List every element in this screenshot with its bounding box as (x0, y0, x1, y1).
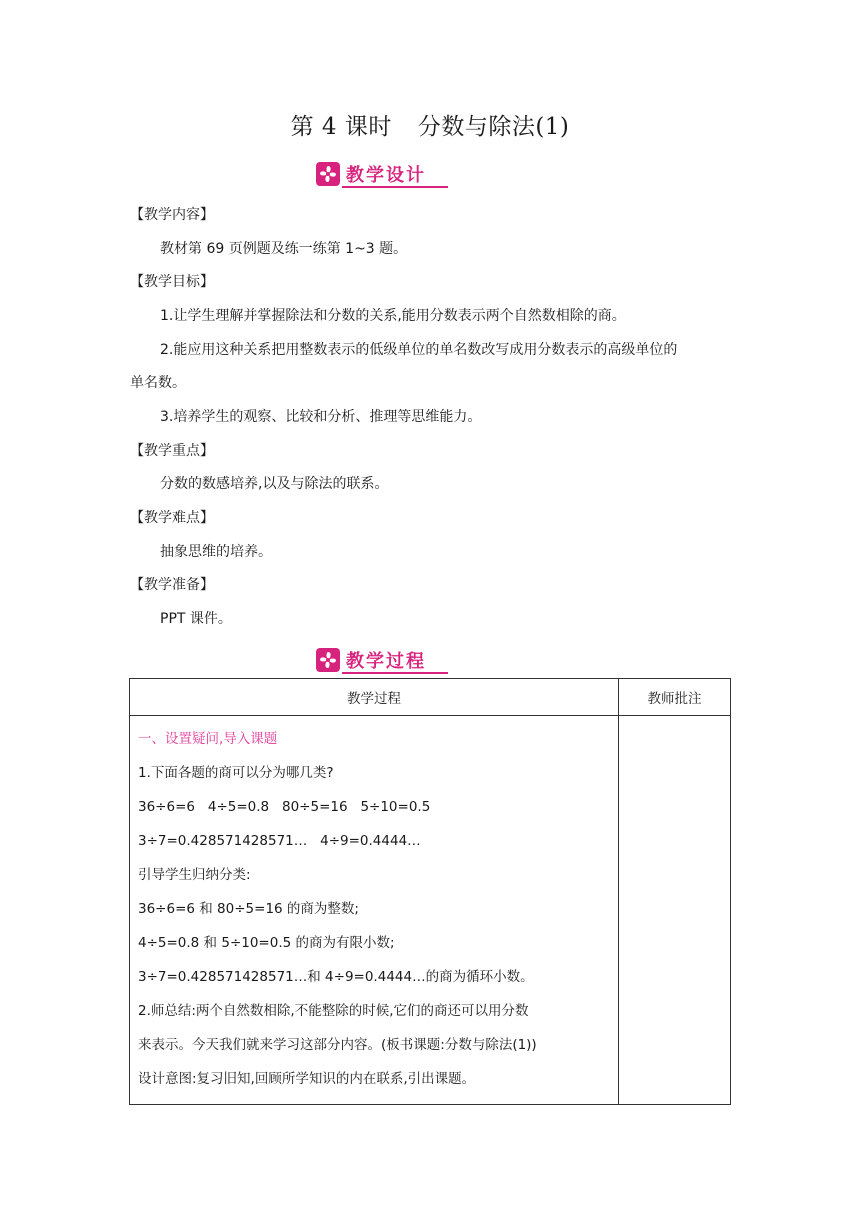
banner-teaching-design (316, 160, 448, 188)
table-row (130, 716, 731, 1105)
heading-content: 【教学内容】 (130, 207, 214, 223)
list-item: 设计意图:复习旧知,回顾所学知识的内在联系,引出课题。 (138, 1071, 476, 1087)
banner-label: 教学过程 (346, 651, 426, 672)
banner-label: 教学设计 (346, 165, 426, 186)
banner-underline (342, 186, 448, 188)
page-title (0, 108, 860, 141)
header-process: 教学过程 (130, 679, 619, 716)
heading-difficulty: 【教学难点】 (130, 510, 214, 526)
banner-underline (342, 672, 448, 674)
goal-2b: 单名数。 (130, 375, 186, 391)
notes-cell (619, 716, 731, 1105)
difficulty-text: 抽象思维的培养。 (160, 544, 272, 560)
banner-teaching-process (316, 646, 448, 674)
list-item: 3÷7=0.428571428571…和 4÷9=0.4444…的商为循环小数。 (138, 969, 534, 985)
lesson-number: 第 4 课时 (290, 114, 392, 140)
heading-goals: 【教学目标】 (130, 274, 214, 290)
heading-key: 【教学重点】 (130, 443, 214, 459)
flower-logo-icon (316, 648, 340, 672)
process-cell (130, 716, 619, 1105)
key-text: 分数的数感培养,以及与除法的联系。 (160, 476, 389, 492)
list-item: 2.师总结:两个自然数相除,不能整除的时候,它们的商还可以用分数 (138, 1003, 529, 1019)
list-item: 4÷5=0.8 和 5÷10=0.5 的商为有限小数; (138, 935, 395, 951)
list-item: 来表示。今天我们就来学习这部分内容。(板书课题:分数与除法(1)) (138, 1037, 537, 1053)
list-item: 1.下面各题的商可以分为哪几类? (138, 765, 334, 781)
heading-preparation: 【教学准备】 (130, 577, 214, 593)
goal-1: 1.让学生理解并掌握除法和分数的关系,能用分数表示两个自然数相除的商。 (160, 308, 626, 324)
table-header-row (130, 679, 731, 716)
preparation-text: PPT 课件。 (160, 611, 232, 627)
list-item: 3÷7=0.428571428571… 4÷9=0.4444… (138, 833, 421, 849)
list-item: 引导学生归纳分类: (138, 867, 251, 883)
header-notes: 教师批注 (619, 679, 731, 716)
goal-2a: 2.能应用这种关系把用整数表示的低级单位的单名数改写成用分数表示的高级单位的 (160, 342, 678, 358)
flower-logo-icon (316, 162, 340, 186)
list-item: 36÷6=6 和 80÷5=16 的商为整数; (138, 901, 359, 917)
content-text: 教材第 69 页例题及练一练第 1~3 题。 (160, 241, 408, 257)
goal-3: 3.培养学生的观察、比较和分析、推理等思维能力。 (160, 409, 482, 425)
list-item: 36÷6=6 4÷5=0.8 80÷5=16 5÷10=0.5 (138, 799, 431, 815)
lesson-topic: 分数与除法(1) (417, 114, 570, 140)
process-table (129, 678, 731, 1105)
section-heading: 一、设置疑问,导入课题 (138, 731, 278, 747)
